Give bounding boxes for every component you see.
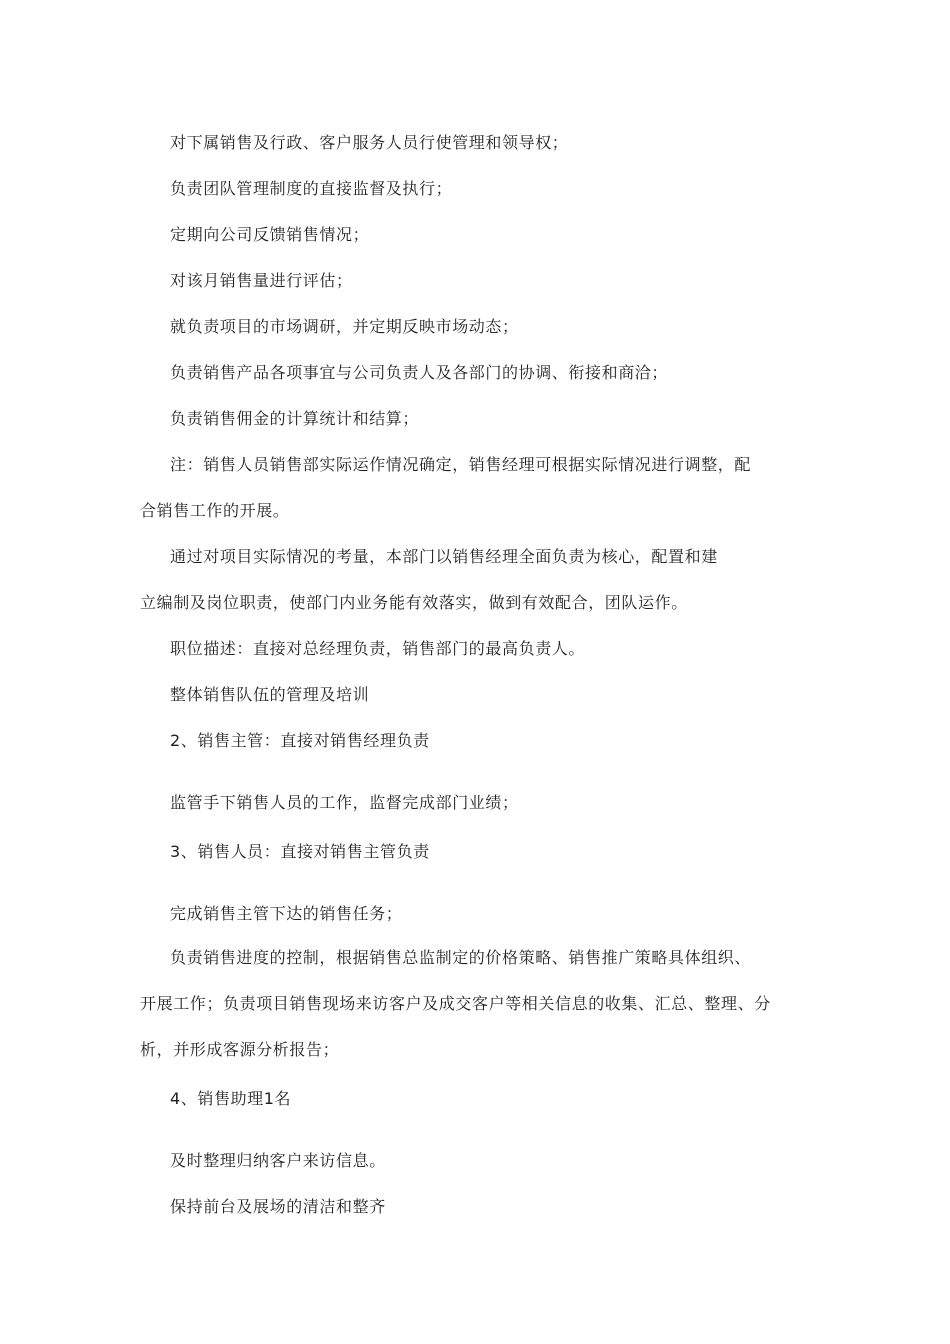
text-line: 负责销售进度的控制，根据销售总监制定的价格策略、销售推广策略具体组织、	[170, 948, 752, 967]
text-line: 注：销售人员销售部实际运作情况确定，销售经理可根据实际情况进行调整，配	[170, 455, 752, 474]
text-line: 职位描述：直接对总经理负责，销售部门的最高负责人。	[170, 639, 586, 658]
section-heading: 4、销售助理1名	[170, 1089, 292, 1108]
section-heading: 2、销售主管：直接对销售经理负责	[170, 731, 430, 750]
text-line: 负责团队管理制度的直接监督及执行；	[170, 179, 453, 198]
text-line: 定期向公司反馈销售情况；	[170, 225, 370, 244]
text-line: 整体销售队伍的管理及培训	[170, 685, 370, 704]
text-line: 负责销售佣金的计算统计和结算；	[170, 409, 420, 428]
text-line: 对该月销售量进行评估；	[170, 271, 353, 290]
text-line: 就负责项目的市场调研，并定期反映市场动态；	[170, 317, 519, 336]
text-line: 保持前台及展场的清洁和整齐	[170, 1197, 386, 1216]
section-heading: 3、销售人员：直接对销售主管负责	[170, 842, 430, 861]
text-line: 合销售工作的开展。	[140, 501, 290, 520]
text-line: 立编制及岗位职责，使部门内业务能有效落实，做到有效配合，团队运作。	[140, 593, 688, 612]
text-line: 监管手下销售人员的工作，监督完成部门业绩；	[170, 793, 519, 812]
text-line: 完成销售主管下达的销售任务；	[170, 904, 403, 923]
text-line: 及时整理归纳客户来访信息。	[170, 1151, 386, 1170]
text-line: 对下属销售及行政、客户服务人员行使管理和领导权；	[170, 133, 569, 152]
text-line: 开展工作；负责项目销售现场来访客户及成交客户等相关信息的收集、汇总、整理、分	[140, 994, 771, 1013]
text-line: 析，并形成客源分析报告；	[140, 1040, 340, 1059]
text-line: 通过对项目实际情况的考量，本部门以销售经理全面负责为核心，配置和建	[170, 547, 718, 566]
text-line: 负责销售产品各项事宜与公司负责人及各部门的协调、衔接和商洽；	[170, 363, 669, 382]
